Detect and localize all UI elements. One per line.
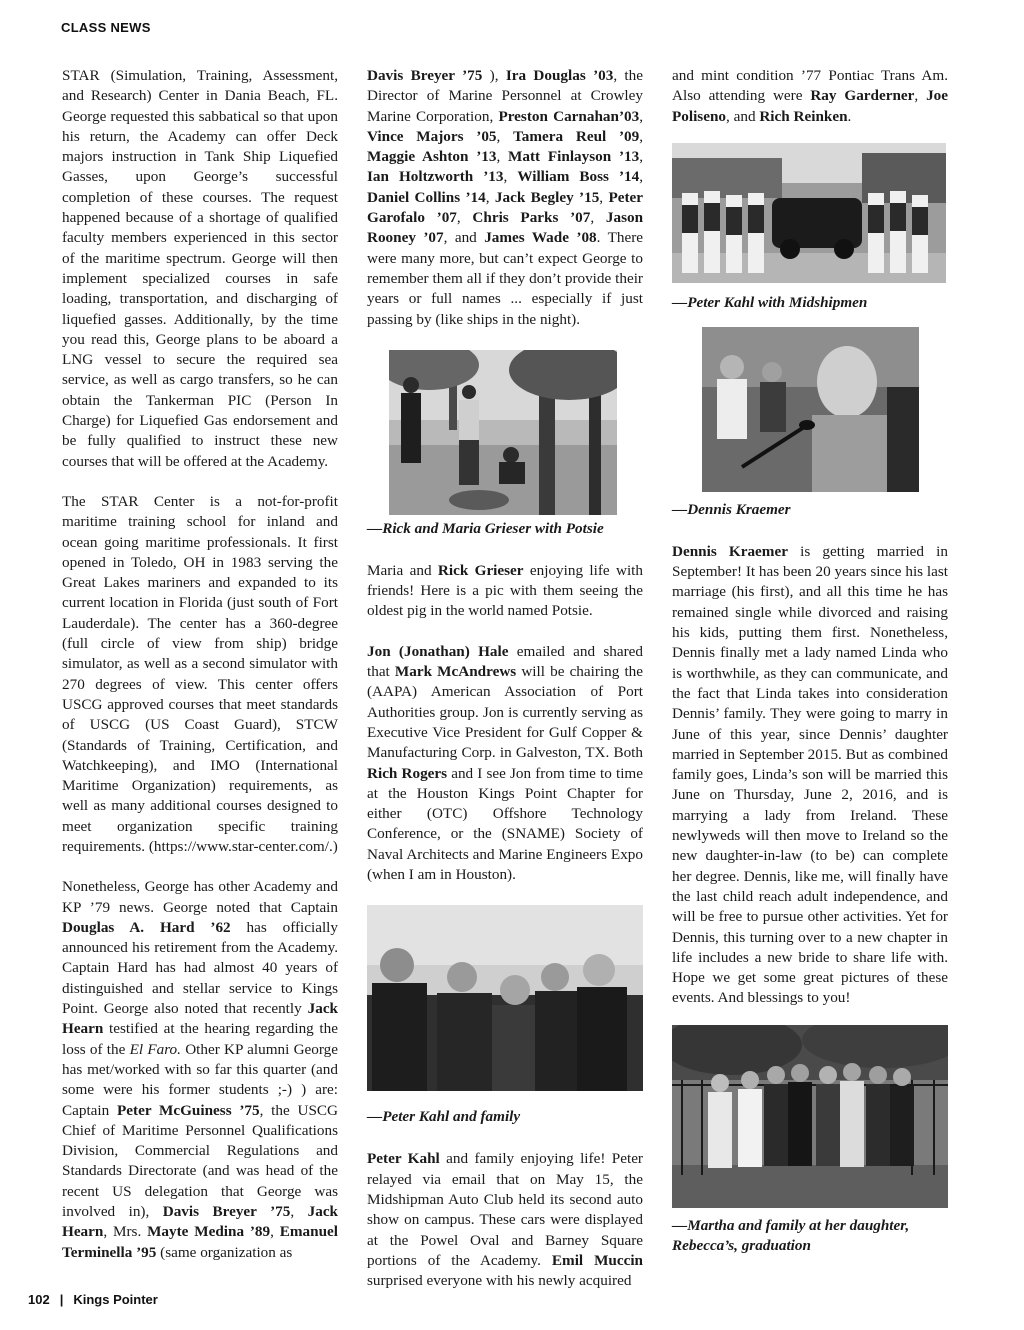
kraemer-caption: —Dennis Kraemer (672, 500, 791, 518)
midshipmen-photo (672, 143, 946, 283)
photo-people-outdoors-icon (389, 350, 617, 515)
kraemer-photo (702, 327, 919, 492)
article-column-2 (367, 66, 643, 1311)
kahl-family-caption: —Peter Kahl and family (367, 1108, 521, 1126)
martha-graduation-photo (672, 1025, 948, 1208)
photo-man-microphone-icon (702, 327, 919, 492)
paragraph: The STAR Center is a not-for-profit maritime training school for inland and ocean going maritime professionals. It first opened in Toledo, OH in 1983 serving the Great Lakes mariners and expanded to its current location in Florida (just south of Fort Lauderdale). The center has a 360-degree (full circle of view from ship) bridge simulator, as well as a second simulator with 270 degrees of view. This center offers USCG approved courses that meet standards of USCG (US Coast Guard), STCW (Standards of Training, Certification, and Watchkeeping), and IMO (International Maritime Organization) requirements, as well as many additional courses designed to meet organization specific training requirements. (https://www.star-center.com/.) (62, 492, 338, 855)
paragraph: Jon (Jonathan) Hale emailed and shared that Mark McAndrews will be chairing the (AAPA) American Association of Port Authorities group. Jon is currently serving as Executive Vice President for Gulf Copper & Manufacturing Corp. in Galveston, TX. Both Rich Rogers and I see Jon from time to time at the Houston Kings Point Chapter for either (OTC) Offshore Technology Conference, or the (SNAME) Society of Naval Architects and Marine Engineers Expo (when I am in Houston). (367, 642, 644, 884)
paragraph: Maria and Rick Grieser enjoying life with friends! Here is a pic with them seeing the oldest pig in the world named Potsie. (367, 561, 643, 620)
photo-midshipmen-car-icon (672, 143, 946, 283)
page-footer (28, 1292, 158, 1307)
paragraph: Dennis Kraemer is getting married in September! It has been 20 years since his last marriage (his first), and all this time he has remained single while divorced and raising his kids, putting them first. Nonetheless, Dennis finally met a lady named Linda who is worthwhile, as they can communicate, and the fact that Linda takes into consideration Dennis’ family. They were going to marry in June of this year, since Dennis’ daughter married in September 2015. But as combined family goes, Linda’s son will be married this June on Thursday, June 2, 2016, and is marrying a lady from Ireland. These newlyweds will then move to Ireland so the new daughter-in-law (to be) can complete her degree. Dennis, like me, will finally have the last child reach adult independence, and will be free to pursue other activities. Yet for Dennis, this turning over to a new chapter in life includes a new bride to share life with. Hope we get some great pictures of these events. And blessings to you! (672, 542, 948, 1007)
grieser-photo (389, 350, 617, 515)
paragraph: and mint condition ’77 Pontiac Trans Am. Also attending were Ray Garderner, Joe Poliseno, and Rich Reinken. (672, 67, 948, 125)
paragraph: Davis Breyer ’75 ), Ira Douglas ’03, the Director of Marine Personnel at Crowley Marine Corporation, Preston Carnahan’03, Vince Majors ’05, Tamera Reul ’09, Maggie Ashton ’13, Matt Finlayson ’13, Ian Holtzworth ’13, William Boss ’14, Daniel Collins ’14, Jack Begley ’15, Peter Garofalo ’07, Chris Parks ’07, Jason Rooney ’07, and James Wade ’08. There were many more, but can’t expect George to remember them all if they don’t provide their years or full names ... especially if just passing by (like ships in the night). (367, 67, 644, 328)
photo-graduation-group-icon (672, 1025, 948, 1208)
page-number: 102 (28, 1292, 50, 1307)
photo-family-group-icon (367, 905, 643, 1091)
paragraph: Nonetheless, George has other Academy and KP ’79 news. George noted that Captain Douglas A. Hard ’62 has officially announced his retirement from the Academy. Captain Hard has had almost 40 years of distinguished and stellar service to Kings Point. George also noted that recently Jack Hearn testified at the hearing regarding the loss of the El Faro. Other KP alumni George has met/worked with so far this quarter (and some were his former students ;-) ) are: Captain Peter McGuiness ’75, the USCG Chief of Maritime Personnel Qualifications Division, Commercial Regulations and Standards Directorate (and was head of the recent US delegation that George was involved in), Davis Breyer ’75, Jack Hearn, Mrs. Mayte Medina ’89, Emanuel Terminella ’95 (same organization as (62, 878, 338, 1261)
paragraph: Peter Kahl and family enjoying life! Peter relayed via email that on May 15, the Midshipman Auto Club held its second auto show on campus. These cars were displayed at the Powel Oval and Barney Square portions of the Academy. Emil Muccin surprised everyone with his newly acquired (367, 1150, 643, 1290)
midshipmen-caption: —Peter Kahl with Midshipmen (672, 293, 868, 311)
article-column-3 (672, 66, 948, 1256)
martha-caption: —Martha and family at her daughter, Rebecca’s, graduation (672, 1216, 910, 1254)
kahl-family-photo (367, 905, 643, 1091)
article-column-1 (62, 66, 338, 1283)
paragraph: STAR (Simulation, Training, Assessment, and Research) Center in Dania Beach, FL. George requested this sabbatical so that upon his return, the Academy can offer Deck majors instruction in Tank Ship Liquefied Gasses, upon George’s successful completion of these courses. The request happened because of a shortage of qualified faculty members experienced in this sector of the maritime spectrum. George will then implement specialized courses in safe loading, transportation, and discharging of liquefied gasses. Additionally, by the time you read this, George plans to be aboard a LNG vessel to secure the required sea service, as well as cargo transfers, so he can obtain the Tankerman PIC (Person In Charge) for Liquefied Gas endorsement and be fully qualified to instruct these new courses that will be offered at the Academy. (62, 67, 338, 470)
grieser-caption: —Rick and Maria Grieser with Potsie (367, 519, 604, 537)
footer-separator: | (59, 1292, 64, 1307)
section-header: CLASS NEWS (61, 20, 151, 35)
publication-name: Kings Pointer (73, 1292, 158, 1307)
